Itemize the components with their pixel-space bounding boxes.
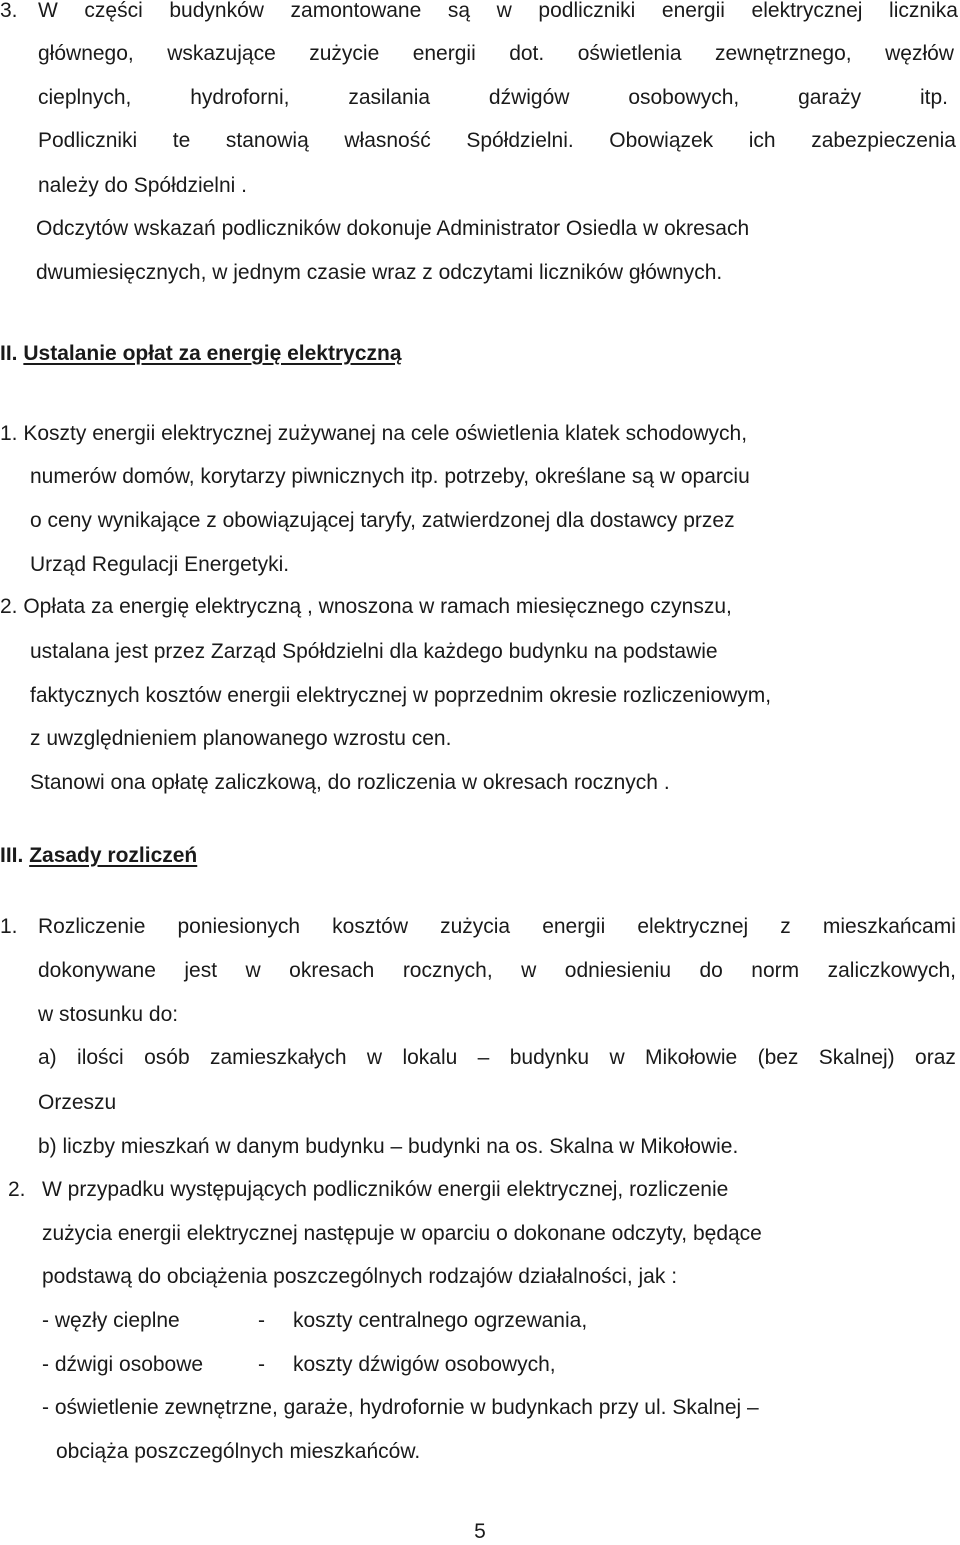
page-number: 5 [474,1520,486,1543]
s3-p2-line-2: zużycia energii elektrycznej następuje w oparciu o dokonane odczyty, będące [42,1222,762,1245]
word: w [609,1046,625,1069]
word: garaży [798,86,862,109]
word: mieszkańcami [822,915,956,938]
item-3-line-1 [38,0,958,24]
word: z [780,915,791,938]
word: własność [344,129,431,152]
word: te [172,129,191,152]
word: energii [661,0,725,22]
word: zużycie [309,42,380,65]
section-3-heading [0,843,197,869]
word: energii [412,42,476,65]
word: W [38,0,58,22]
s3-p2-number: 2. [8,1178,26,1201]
list-item-separator: - [258,1353,265,1376]
section-3-number: III. [0,844,24,867]
item-3-number: 3. [0,0,18,22]
s2-p2-line-3: faktycznych kosztów energii elektrycznej w poprzednim okresie rozliczeniowym, [30,684,772,707]
word: zabezpieczenia [811,129,956,152]
word: a) [38,1046,57,1069]
word: elektrycznej [751,0,863,22]
s3-p1-line-4 [38,1045,956,1071]
word: lokalu [402,1046,458,1069]
item-3-line-6: Odczytów wskazań podliczników dokonuje Administrator Osiedla w okresach [36,217,750,240]
item-3-line-3 [38,85,948,111]
s3-p1-line-6: b) liczby mieszkań w danym budynku – budynki na os. Skalna w Mikołowie. [38,1135,739,1158]
word: – [477,1046,490,1069]
word: zużycia [440,915,511,938]
word: licznika [889,0,958,22]
word: głównego, [38,42,134,65]
word: Rozliczenie [38,915,146,938]
word: okresach [289,959,375,982]
item-3-line-4 [38,128,956,154]
section-2-number: II. [0,342,18,365]
section-3-title: Zasady rozliczeń [29,844,198,867]
s3-p2-line-3: podstawą do obciążenia poszczególnych rodzajów działalności, jak : [42,1265,678,1288]
word: węzłów [885,42,954,65]
word: Obowiązek [609,129,714,152]
s3-p1-line-1 [38,914,956,940]
word: odniesieniu [564,959,672,982]
list-item-separator: - [258,1309,265,1332]
word: części [84,0,143,22]
word: Skalnej) [818,1046,895,1069]
word: poniesionych [177,915,301,938]
item-3-line-2 [38,41,954,67]
word: osób [144,1046,190,1069]
word: Podliczniki [38,129,138,152]
word: zamieszkałych [210,1046,347,1069]
word: dźwigów [488,86,570,109]
word: elektrycznej [637,915,749,938]
word: w [496,0,512,22]
word: (bez [757,1046,799,1069]
word: jest [184,959,218,982]
list-item-name: - węzły cieplne [42,1309,180,1332]
word: zamontowane [290,0,422,22]
section-2-title: Ustalanie opłat za energię elektryczną [23,342,402,365]
s2-p1-line-1: 1. Koszty energii elektrycznej zużywanej na cele oświetlenia klatek schodowych, [0,422,748,445]
word: kosztów [332,915,408,938]
s3-p2-line-7: obciąża poszczególnych mieszkańców. [56,1440,421,1463]
s2-p2-line-5: Stanowi ona opłatę zaliczkową, do rozliczenia w okresach rocznych . [30,771,670,794]
word: Mikołowie [645,1046,738,1069]
list-item-desc: koszty centralnego ogrzewania, [293,1309,588,1332]
word: ich [748,129,776,152]
word: w [366,1046,383,1069]
word: dot. [509,42,545,65]
word: do [699,959,723,982]
word: itp. [919,86,948,109]
word: stanowią [225,129,309,152]
s3-p1-line-3: w stosunku do: [38,1003,179,1026]
list-item-desc: koszty dźwigów osobowych, [293,1353,556,1376]
s3-p1-line-5: Orzeszu [38,1091,117,1114]
list-item-name: - dźwigi osobowe [42,1353,204,1376]
word: oświetlenia [577,42,682,65]
word: w [245,959,261,982]
word: budynku [509,1046,590,1069]
word: podliczniki [538,0,636,22]
word: cieplnych, [38,86,132,109]
s2-p1-line-2: numerów domów, korytarzy piwnicznych itp. potrzeby, określane są w oparciu [30,465,750,488]
word: wskazujące [167,42,276,65]
word: hydroforni, [190,86,290,109]
word: dokonywane [38,959,156,982]
word: zasilania [348,86,431,109]
word: ilości [77,1046,124,1069]
word: energii [542,915,606,938]
item-3-line-5: należy do Spółdzielni . [38,174,247,197]
s3-p2-line-1: W przypadku występujących podliczników energii elektrycznej, rozliczenie [42,1178,729,1201]
word: w [521,959,537,982]
section-2-heading [0,341,402,367]
word: osobowych, [628,86,740,109]
s3-p2-line-6: - oświetlenie zewnętrzne, garaże, hydrofornie w budynkach przy ul. Skalnej – [42,1396,759,1419]
s2-p2-line-1: 2. Opłata za energię elektryczną , wnoszona w ramach miesięcznego czynszu, [0,595,732,618]
word: są [447,0,471,22]
item-3-line-7: dwumiesięcznych, w jednym czasie wraz z odczytami liczników głównych. [36,261,723,284]
word: rocznych, [402,959,493,982]
word: oraz [915,1046,956,1069]
s2-p2-line-2: ustalana jest przez Zarząd Spółdzielni dla każdego budynku na podstawie [30,640,718,663]
s2-p2-line-4: z uwzględnieniem planowanego wzrostu cen. [30,727,452,750]
word: norm [751,959,800,982]
word: zaliczkowych, [827,959,956,982]
word: Spółdzielni. [466,129,574,152]
s2-p1-line-3: o ceny wynikające z obowiązującej taryfy, zatwierdzonej dla dostawcy przez [30,509,735,532]
word: zewnętrznego, [715,42,852,65]
s2-p1-line-4: Urząd Regulacji Energetyki. [30,553,290,576]
s3-p1-line-2 [38,958,956,984]
s3-p1-number: 1. [0,915,18,938]
word: budynków [169,0,264,22]
